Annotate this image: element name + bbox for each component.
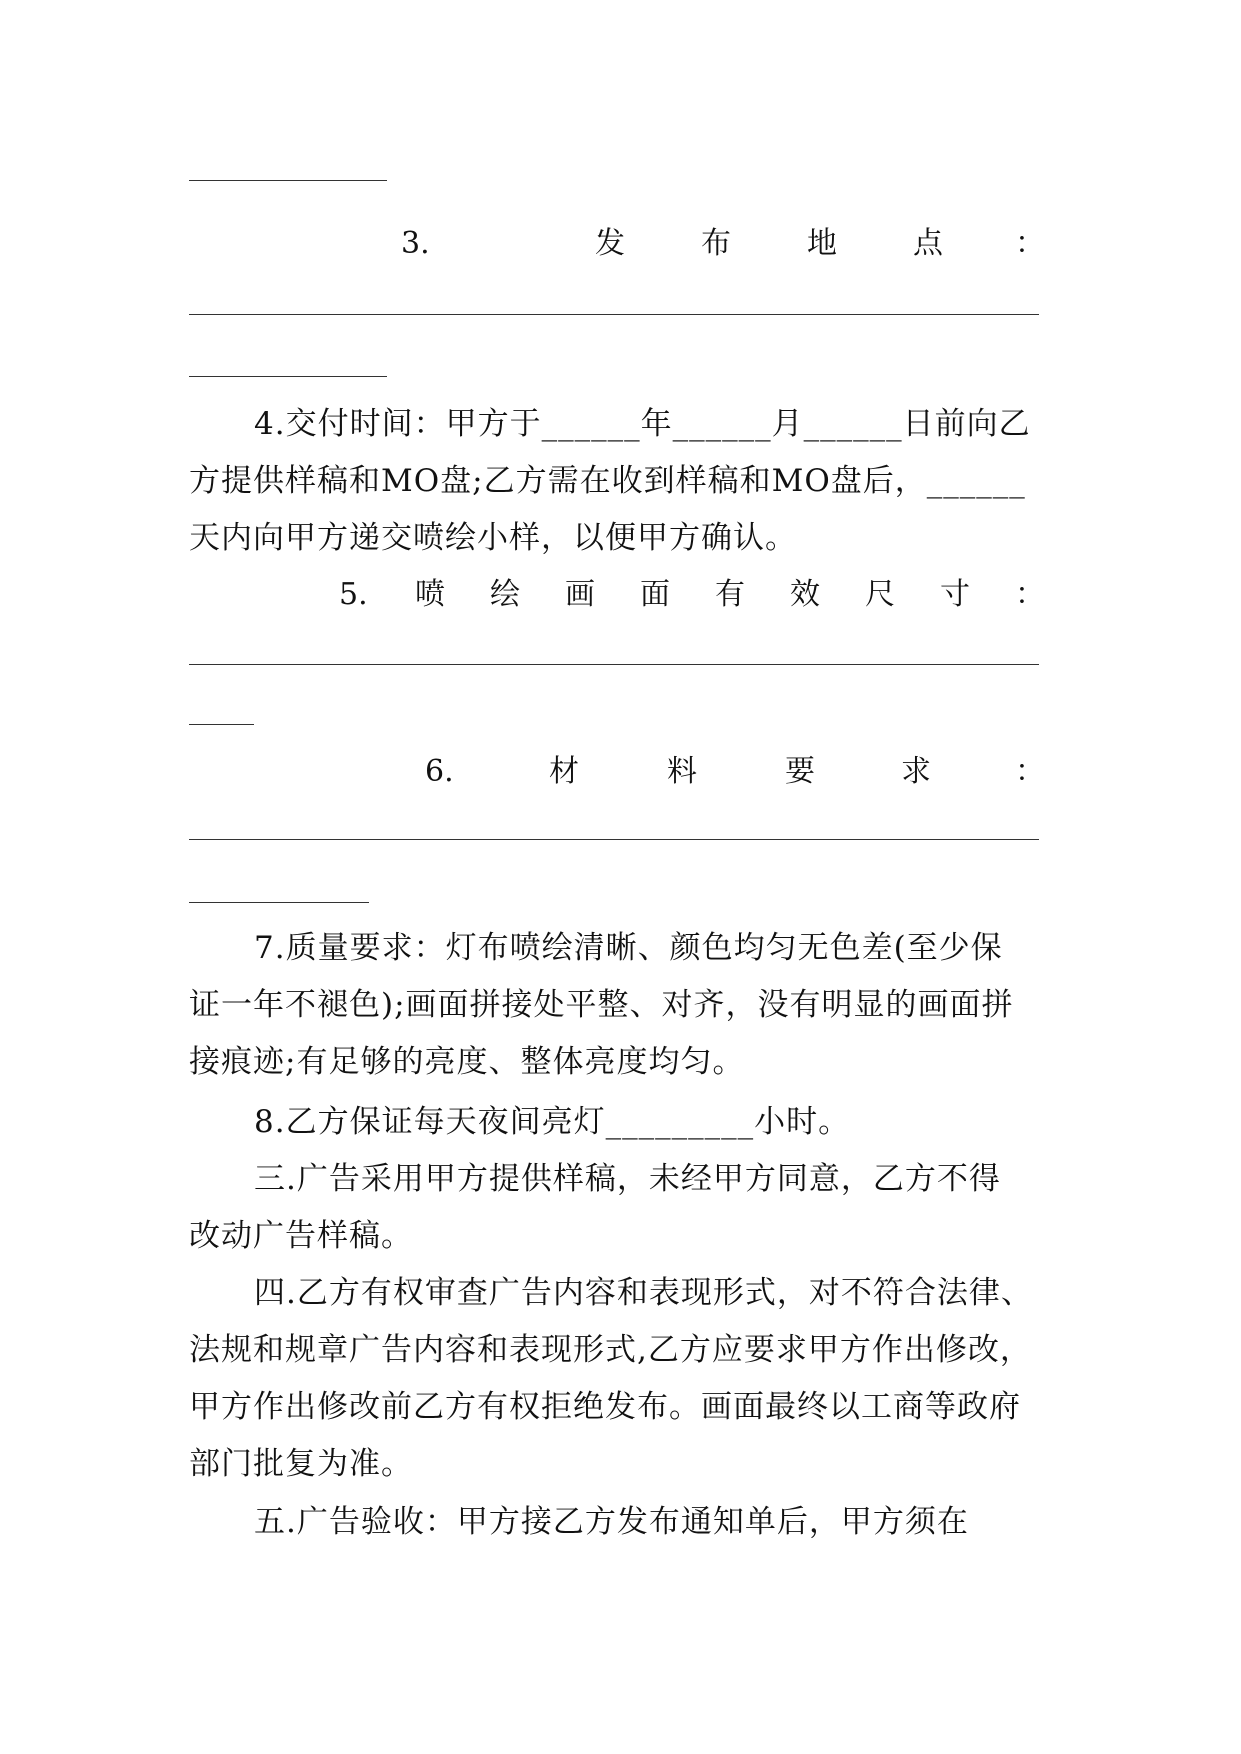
paragraph-line: 四.乙方有权审查广告内容和表现形式，对不符合法律、	[254, 1275, 1033, 1311]
item-5-char: 喷	[415, 577, 445, 612]
item-3-char: 地	[807, 226, 837, 261]
paragraph-line: 甲方作出修改前乙方有权拒绝发布。画面最终以工商等政府	[189, 1389, 1021, 1425]
item-6-char: 料	[667, 754, 697, 789]
item-6-char: 求	[901, 754, 931, 789]
item-5-heading	[189, 573, 1047, 617]
item-3-char: 点	[913, 226, 943, 261]
item-3-colon: ：	[1015, 226, 1045, 261]
fill-in-blank-line	[189, 724, 254, 725]
item-8-paragraph	[189, 1094, 1059, 1151]
item-6-number: 6.	[425, 754, 454, 789]
item-6-colon: ：	[1015, 754, 1045, 789]
paragraph-line: 法规和规章广告内容和表现形式,乙方应要求甲方作出修改，	[189, 1332, 1032, 1368]
item-6-heading	[189, 750, 1047, 794]
section-4-paragraph	[189, 1265, 1059, 1493]
fill-in-blank-line	[189, 376, 387, 377]
item-5-char: 面	[640, 577, 670, 612]
paragraph-line: 证一年不褪色);画面拼接处平整、对齐，没有明显的画面拼	[189, 987, 1014, 1023]
paragraph-line: 方提供样稿和MO盘;乙方需在收到样稿和MO盘后，______	[189, 463, 1026, 499]
fill-in-blank-line	[189, 902, 369, 903]
paragraph-line: 7.质量要求：灯布喷绘清晰、颜色均匀无色差(至少保	[254, 930, 1003, 966]
fill-in-blank-line	[189, 839, 1039, 840]
paragraph-line: 改动广告样稿。	[189, 1218, 413, 1254]
fill-in-blank-line	[189, 314, 1039, 315]
item-7-paragraph	[189, 920, 1059, 1091]
item-6-char: 材	[549, 754, 579, 789]
paragraph-line: 五.广告验收：甲方接乙方发布通知单后，甲方须在	[254, 1504, 969, 1540]
item-5-char: 有	[715, 577, 745, 612]
item-6-char: 要	[785, 754, 815, 789]
item-5-char: 效	[790, 577, 820, 612]
section-5-paragraph	[189, 1494, 1059, 1551]
item-3-char: 发	[595, 226, 625, 261]
paragraph-line: 天内向甲方递交喷绘小样，以便甲方确认。	[189, 520, 797, 556]
fill-in-blank-line	[189, 664, 1039, 665]
item-5-char: 画	[565, 577, 595, 612]
item-5-char: 绘	[490, 577, 520, 612]
section-3-paragraph	[189, 1151, 1059, 1265]
item-5-colon: ：	[1015, 577, 1045, 612]
item-3-char: 布	[701, 226, 731, 261]
item-4-paragraph	[189, 396, 1059, 567]
item-3-heading	[189, 222, 1047, 266]
paragraph-line: 接痕迹;有足够的亮度、整体亮度均匀。	[189, 1044, 745, 1080]
item-3-number: 3.	[401, 226, 430, 261]
paragraph-line: 三.广告采用甲方提供样稿，未经甲方同意，乙方不得	[254, 1161, 1001, 1197]
paragraph-line: 4.交付时间：甲方于______年______月______日前向乙	[254, 406, 1031, 442]
paragraph-line: 部门批复为准。	[189, 1446, 413, 1482]
item-5-char: 尺	[865, 577, 895, 612]
fill-in-blank-line	[189, 180, 387, 181]
item-5-char: 寸	[940, 577, 970, 612]
paragraph-line: 8.乙方保证每天夜间亮灯_________小时。	[254, 1104, 851, 1140]
item-5-number: 5.	[339, 577, 368, 612]
